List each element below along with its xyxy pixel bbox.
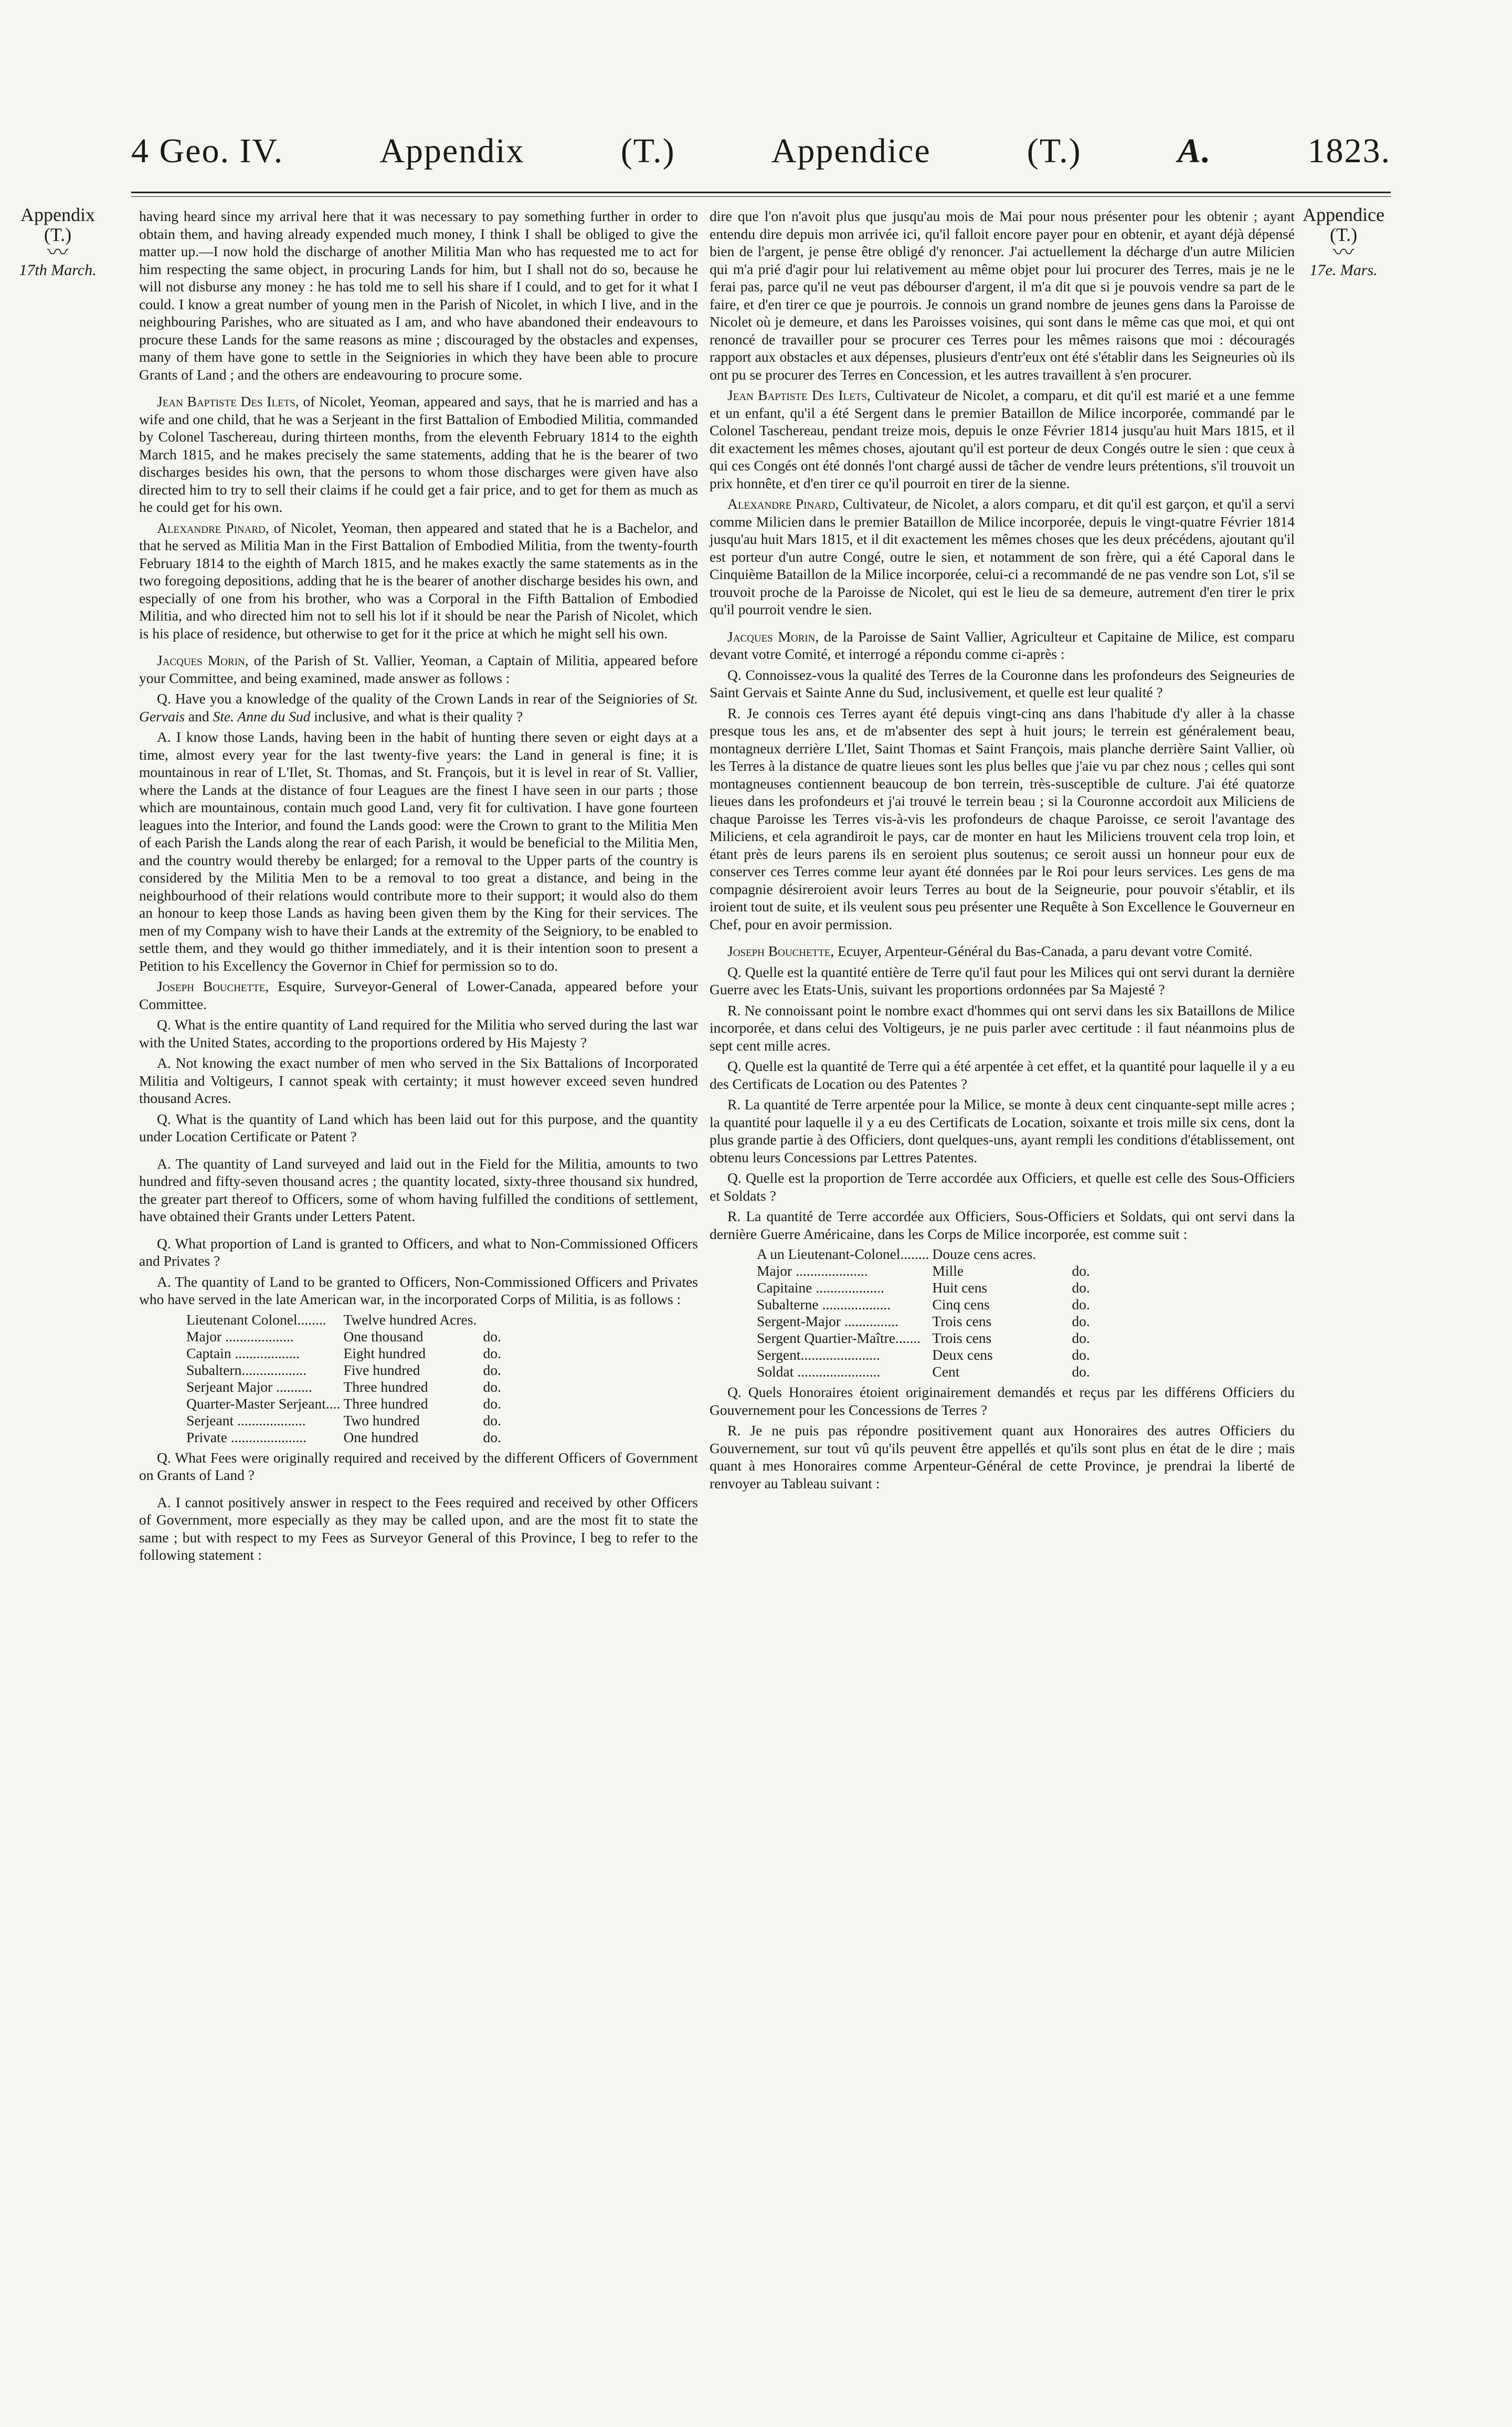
rank-name: Capitaine ................... bbox=[757, 1279, 884, 1296]
unit: do. bbox=[483, 1344, 501, 1361]
acreage: Trois cens bbox=[932, 1330, 992, 1346]
question: Q. What Fees were originally required and received by the different Officers of Government on Grants of Land ? bbox=[139, 1449, 698, 1483]
rank-row bbox=[186, 1311, 504, 1328]
rank-row bbox=[757, 1263, 1093, 1279]
rank-name: Serjeant Major .......... bbox=[186, 1378, 312, 1395]
unit bbox=[1072, 1246, 1093, 1263]
acreage: Five hundred bbox=[343, 1361, 420, 1378]
acreage: Trois cens bbox=[932, 1313, 992, 1329]
header-appendix: Appendix bbox=[379, 132, 525, 170]
rank-row bbox=[757, 1313, 1093, 1330]
deposition-pinard: Alexandre Pinard, Cultivateur, de Nicolet, a alors comparu, et dit qu'il est garçon, et qu'il a servi comme Milicien dans le premier Bataillon de Milice incorporée, depuis le vingt-quatre Février 1814 jusqu'au huit Mars 1815, et il dit exactement les mêmes choses que les deux précédens, ajoutant qu'il est porteur d'un autre Congé, outre le sien, et notamment de son frère, qui a été Caporal dans le Cinquième Bataillon de la Milice incorporée, celui-ci a recommandé de ne pas vendre son Lot, s'il se trouvoit proche de la Paroisse de Nicolet, qui est le lieu de sa demeure, autrement d'en tirer le prix qu'il pourroit vendre le sien. bbox=[710, 496, 1295, 617]
rank-name: A un Lieutenant-Colonel........ bbox=[757, 1246, 929, 1262]
witness-name: Joseph Bouchette, bbox=[727, 943, 834, 959]
answer: R. La quantité de Terre arpentée pour la Milice, se monte à deux cent cinquante-sept mille acres ; la quantité pour laquelle il y a eu des Certificats de Location, soixante et trois mille six cens, dont la plus grande partie à des Officiers, dont quelques-uns, ayant rempli les conditions d'établissement, ont obtenu leurs Concessions par Lettres Patentes. bbox=[710, 1096, 1295, 1165]
question: Q. Quelle est la proportion de Terre accordée aux Officiers, et quelle est celle des Sous-Officiers et Soldats ? bbox=[710, 1170, 1295, 1204]
unit: do. bbox=[1072, 1363, 1090, 1380]
header-year: 1823. bbox=[1307, 132, 1391, 170]
margin-note-left bbox=[5, 205, 110, 280]
acreage: One thousand bbox=[343, 1328, 424, 1344]
question: Q. Connoissez-vous la qualité des Terres de la Couronne dans les profondeurs des Seigneuries de Saint Gervais et Sainte Anne du Sud, inclusivement, et quelle est leur qualité ? bbox=[710, 666, 1295, 700]
deposition-morin: Jacques Morin, de la Paroisse de Saint Vallier, Agriculteur et Capitaine de Milice, est comparu devant votre Comité, et interrogé a répondu comme ci-après : bbox=[710, 628, 1295, 662]
margin-flourish: 〰 bbox=[1333, 240, 1354, 264]
acreage: Cent bbox=[932, 1363, 960, 1380]
unit: do. bbox=[1072, 1279, 1090, 1296]
acreage: Deux cens bbox=[932, 1347, 993, 1363]
unit: do. bbox=[1072, 1330, 1090, 1346]
deposition-pinard: Alexandre Pinard, of Nicolet, Yeoman, then appeared and stated that he is a Bachelor, and that he served as Militia Man in the First Battalion of Embodied Militia, from the twenty-fourth February 1814 to the eighth of March 1815, and he makes exactly the same statements as in the two foregoing depositions, adding that he is the bearer of another discharge besides his own, and especially of one from his brother, who was a Corporal in the Fifth Battalion of Embodied Militia, and who directed him not to sell his lot if it should be near the Parish of Nicolet, which is his place of residence, but otherwise to get for it the price at which he might sell his own. bbox=[139, 519, 698, 642]
margin-title: Appendice bbox=[1303, 204, 1384, 225]
rank-name: Subalterne ................... bbox=[757, 1296, 891, 1312]
unit: do. bbox=[483, 1428, 501, 1445]
acreage: Eight hundred bbox=[343, 1344, 426, 1361]
rank-row bbox=[186, 1362, 504, 1379]
witness-name: Jacques Morin, bbox=[157, 652, 249, 668]
answer: A. Not knowing the exact number of men who served in the Six Battalions of Incorporated Militia and Voltigeurs, I cannot speak with certainty; it must however exceed seven hundred thousand Acres. bbox=[139, 1055, 698, 1106]
witness-name: Alexandre Pinard, bbox=[157, 519, 269, 536]
header-tag-left: (T.) bbox=[620, 132, 675, 170]
rank-name: Subaltern.................. bbox=[186, 1361, 307, 1378]
unit: do. bbox=[1072, 1347, 1090, 1363]
deposition-morin: Jacques Morin, of the Parish of St. Vallier, Yeoman, a Captain of Militia, appeared before your Committee, and being examined, made answer as follows : bbox=[139, 652, 699, 686]
witness-name: Joseph Bouchette, bbox=[157, 978, 269, 994]
unit: do. bbox=[483, 1395, 501, 1412]
page-header bbox=[131, 131, 1391, 178]
rank-name: Captain .................. bbox=[186, 1344, 300, 1361]
margin-tag: (T.) bbox=[1329, 224, 1358, 245]
rank-row bbox=[186, 1345, 504, 1362]
rank-row bbox=[757, 1246, 1093, 1263]
rank-row bbox=[757, 1296, 1093, 1313]
rank-row bbox=[186, 1429, 504, 1446]
question: Q. Quelle est la quantité entière de Terre qu'il faut pour les Milices qui ont servi durant la dernière Guerre avec les Etats-Unis, suivant les proportions ordonnées par Sa Majesté ? bbox=[710, 963, 1295, 997]
margin-date: 17e. Mars. bbox=[1309, 261, 1378, 279]
acreage: Twelve hundred Acres. bbox=[343, 1311, 477, 1328]
rank-name: Sergent-Major ............... bbox=[757, 1313, 898, 1329]
rank-row bbox=[186, 1412, 504, 1429]
acreage: Mille bbox=[932, 1263, 964, 1279]
paragraph: having heard since my arrival here that it was necessary to pay something further in order to obtain them, and having already expended much money, I think I shall be obliged to give the matter up.—I now hold the discharge of another Militia Man who has requested me to act for him respecting the same object, in procuring Lands for him, but I shall not do so, because he will not disburse any money : he has told me to sell his share if I could, and to get for it what I could. I know a great number of young men in the Parish of Nicolet, in which I live, and in the neighbouring Parishes, who are situated as I am, and who have abandoned their endeavours to procure these Lands for the same reasons as mine ; discouraged by the obstacles and expenses, many of them have gone to settle in the Seigniories in which they have been able to procure Grants of Land ; and the others are endeavouring to procure some. bbox=[139, 208, 698, 383]
header-regnal-year: 4 Geo. IV. bbox=[131, 132, 284, 170]
answer: R. La quantité de Terre accordée aux Officiers, Sous-Officiers et Soldats, qui ont servi dans la dernière Guerre Américaine, dans les Corps de Milice incorporée, est comme suit : bbox=[710, 1208, 1295, 1242]
rank-row bbox=[757, 1347, 1093, 1363]
unit: do. bbox=[483, 1378, 501, 1395]
margin-note-right bbox=[1291, 205, 1396, 280]
rank-row bbox=[186, 1328, 504, 1345]
margin-flourish: 〰 bbox=[47, 240, 68, 264]
answer: A. The quantity of Land to be granted to Officers, Non-Commissioned Officers and Privates who have served in the late American war, in the incorporated Corps of Militia, is as follows : bbox=[139, 1273, 698, 1307]
paragraph: dire que l'on n'avoit plus que jusqu'au mois de Mai pour nous présenter pour les obtenir ; ayant entendu dire depuis mon arrivée ici, qu'il falloit encore payer pour en obtenir, et ayant déjà dépensé bien de l'argent, je pense être obligé d'y renoncer. J'ai actuellement la décharge d'un autre Milicien qui m'a prié d'agir pour lui relativement au même objet pour lui procurer des Terres, mais je ne le ferai pas, parce qu'il ne veut pas débourser d'argent, il m'a dit que si je pouvois vendre sa part de le faire, et d'en tirer ce que je pourrois. Je connois un grand nombre de jeunes gens dans la Paroisse de Nicolet où je demeure, et dans les Paroisses voisines, qui sont dans le même cas que moi, et qui ont renoncé de travailler pour se procurer ces Terres pour les mêmes raisons que moi : découragés rapport aux obstacles et aux dépenses, plusieurs d'entr'eux ont été s'établir dans les Seigneuries où ils ont pu se procurer des Terres en Concession, et les autres travaillent à s'en procurer. bbox=[710, 208, 1295, 383]
english-column bbox=[139, 207, 698, 1567]
unit: do. bbox=[483, 1412, 501, 1428]
header-appendice: Appendice bbox=[771, 132, 931, 170]
rank-row bbox=[186, 1395, 504, 1412]
unit: do. bbox=[1072, 1313, 1090, 1329]
answer: A. I know those Lands, having been in the habit of hunting there seven or eight days at a time, almost every year for the last twenty-five years: the Land in general is fine; it is mountainous in rear of L'Ilet, St. Thomas, and St. François, but it is level in rear of St. Vallier, where the Lands at the distance of four Leagues are the finest I have seen in our parts ; those which are mountainous, contain much good Land, very fit for cultivation. I have gone fourteen leagues into the Interior, and found the Lands good: were the Crown to grant to the Militia Men of each Parish the Lands along the rear of each Parish, it would be beneficial to the Militia Men, and the country would thereby be enlarged; for a removal to the Upper parts of the country is considered by the Militia Men to be a removal to too great a distance, and being in the neighbourhood of their relations would contribute more to their support; it would also do them an honour to keep those Lands as having been given them by the King for their services. The men of my Company wish to have their Lands at the extremity of the Seigniory, to be enabled to settle them, and they would go thither immediately, and it is their intention soon to present a Petition to his Excellency the Governor in Chief for permission so to do. bbox=[139, 729, 698, 974]
land-grant-table bbox=[186, 1311, 504, 1446]
question: Q. Quels Honoraires étoient originairement demandés et reçus par les différens Officiers du Gouvernement pour les Concessions de Terres ? bbox=[710, 1384, 1295, 1418]
acreage: Three hundred bbox=[343, 1378, 428, 1395]
rank-row bbox=[757, 1330, 1093, 1347]
margin-tag: (T.) bbox=[44, 224, 72, 245]
witness-name: Jean Baptiste Des Ilets, bbox=[727, 387, 871, 403]
deposition-bouchette: Joseph Bouchette, Ecuyer, Arpenteur-Général du Bas-Canada, a paru devant votre Comité. bbox=[727, 943, 1253, 959]
header-tag-right: (T.) bbox=[1027, 132, 1082, 170]
rank-name: Major ................... bbox=[186, 1328, 294, 1344]
margin-date: 17th March. bbox=[19, 261, 97, 279]
rank-name: Soldat ....................... bbox=[757, 1363, 881, 1380]
header-rule-thin bbox=[131, 196, 1391, 197]
witness-name: Jacques Morin, bbox=[727, 628, 819, 645]
answer: A. The quantity of Land surveyed and laid out in the Field for the Militia, amounts to two hundred and fifty-seven thousand acres ; the quantity located, sixty-three thousand six hundred, the greater part thereof to Officers, some of whom having fulfilled the conditions of settlement, have obtained their Grants under Letters Patent. bbox=[139, 1155, 698, 1224]
deposition-bouchette: Joseph Bouchette, Esquire, Surveyor-General of Lower-Canada, appeared before your Committee. bbox=[139, 978, 698, 1012]
answer: A. I cannot positively answer in respect to the Fees required and received by other Officers of Government, more especially as they may be called upon, and are the most fit to state the same ; but with respect to my Fees as Surveyor General of this Province, I beg to refer to the following statement : bbox=[139, 1494, 698, 1563]
deposition-des-ilets: Jean Baptiste Des Ilets, of Nicolet, Yeoman, appeared and says, that he is married and has a wife and one child, that he was a Serjeant in the first Battalion of Embodied Militia, commanded by Colonel Taschereau, during thirteen months, from the eleventh February 1814 to the eighth March 1815, and he makes precisely the same statements, adding that he is the bearer of two discharges besides his own, that the persons to whom those discharges were given have also directed him to try to sell their claims if he could get a fair price, and to get for them as much as he could get for his own. bbox=[139, 393, 698, 515]
answer: R. Ne connoissant point le nombre exact d'hommes qui ont servi dans les six Bataillons de Milice incorporée, et dans celui des Voltigeurs, je ne puis parler avec certitude : il faut néanmoins plus de sept cent mille acres. bbox=[710, 1002, 1295, 1054]
question: Q. What is the quantity of Land which has been laid out for this purpose, and the quantity under Location Certificate or Patent ? bbox=[139, 1110, 698, 1144]
answer: R. Je connois ces Terres ayant été depuis vingt-cinq ans dans l'habitude d'y aller à la chasse presque tous les ans, et de m'absenter des sept à huit jours; le terrein est généralement beau, montagneux derrière L'Ilet, Saint Thomas et Saint François, mais planche derrière Saint Vallier, où les Terres à la distance de quatre lieues sont les plus belles que j'aie vu par chez nous ; celles qui sont montagneuses contiennent beaucoup de bon terrein, très-susceptible de culture. J'ai été quatorze lieues dans les profondeurs et j'ai trouvé le terrein beau ; si la Couronne accordoit aux Miliciens de chaque Paroisse les Terres vis-à-vis les profondeurs de chaque Paroisse, ce seroit l'avantage des Miliciens, et cela agrandiroit le pays, car de monter en haut les Miliciens trouvent cela trop loin, et étant près de leurs parens ils en seroient plus soutenus; ce seroit aussi un honneur pour eux de conserver ces Terres comme leur ayant été données par le Roi pour leurs services. Les gens de ma compagnie désireroient avoir leurs Terres au bout de la Seigneurie, pour pouvoir s'établir, et ils iroient tout de suite, et ils veulent sous peu présenter une Requête à Son Excellence le Gouverneur en Chef, pour en avoir permission. bbox=[710, 705, 1295, 932]
rank-name: Sergent...................... bbox=[757, 1347, 880, 1363]
question: Q. Quelle est la quantité de Terre qui a été arpentée à cet effet, et la quantité pour laquelle il y a eu des Certificats de Location ou des Patentes ? bbox=[710, 1058, 1295, 1092]
rank-row bbox=[757, 1279, 1093, 1296]
deposition-des-ilets: Jean Baptiste Des Ilets, Cultivateur de Nicolet, a comparu, et dit qu'il est marié et a une femme et un enfant, qu'il a été Sergent dans le premier Bataillon de Milice incorporée, commandé par le Colonel Taschereau, pendant treize mois, depuis le onze Février 1814 jusqu'au huit Mars 1815, et il dit exactement les mêmes choses, ajoutant qu'il est porteur de deux Congés outre le sien : que ceux à qui ces Congés ont été donnés l'ont chargé aussi de tâcher de vendre leurs prétentions, s'il trouvoit un prix honnête, et d'en tirer ce qu'il pourroit en tirer de la sienne. bbox=[710, 387, 1295, 491]
answer: R. Je ne puis pas répondre positivement quant aux Honoraires des autres Officiers du Gouvernement, sur tout vû qu'ils peuvent être appellés et qu'ils sont plus en état de le dire ; mais quant à mes Honoraires comme Arpenteur-Général de cette Province, je prendrai la liberté de renvoyer au Tableau suivant : bbox=[710, 1422, 1295, 1491]
unit: do. bbox=[483, 1361, 501, 1378]
question: Q. What is the entire quantity of Land required for the Militia who served during the last war with the United States, according to the proportions ordered by His Majesty ? bbox=[139, 1016, 698, 1050]
unit: do. bbox=[483, 1328, 501, 1344]
rank-name: Lieutenant Colonel........ bbox=[186, 1311, 326, 1328]
acreage: Cinq cens bbox=[932, 1296, 990, 1312]
rank-name: Private ..................... bbox=[186, 1428, 307, 1445]
question: Q. What proportion of Land is granted to Officers, and what to Non-Commissioned Officers and Privates ? bbox=[139, 1235, 698, 1269]
rank-name: Sergent Quartier-Maître....... bbox=[757, 1330, 921, 1346]
french-column bbox=[710, 207, 1295, 1495]
unit bbox=[483, 1311, 504, 1328]
acreage: One hundred bbox=[343, 1428, 419, 1445]
margin-title: Appendix bbox=[20, 204, 95, 225]
header-rule bbox=[131, 192, 1391, 193]
question: Q. Have you a knowledge of the quality of the Crown Lands in rear of the Seigniories of St. Gervais and Ste. Anne du Sud inclusive, and what is their quality ? bbox=[139, 690, 699, 724]
acreage: Douze cens acres. bbox=[932, 1246, 1037, 1262]
acreage: Huit cens bbox=[932, 1279, 988, 1296]
rank-name: Serjeant ................... bbox=[186, 1412, 306, 1428]
acreage: Two hundred bbox=[343, 1412, 420, 1428]
land-grant-table bbox=[757, 1246, 1093, 1380]
header-letter: A. bbox=[1177, 132, 1212, 170]
rank-row bbox=[757, 1363, 1093, 1380]
unit: do. bbox=[1072, 1263, 1090, 1279]
rank-row bbox=[186, 1379, 504, 1395]
unit: do. bbox=[1072, 1296, 1090, 1312]
rank-name: Major .................... bbox=[757, 1263, 868, 1279]
acreage: Three hundred bbox=[343, 1395, 428, 1412]
witness-name: Jean Baptiste Des Ilets, bbox=[157, 393, 299, 409]
witness-name: Alexandre Pinard, bbox=[727, 496, 839, 512]
rank-name: Quarter-Master Serjeant.... bbox=[186, 1395, 341, 1412]
